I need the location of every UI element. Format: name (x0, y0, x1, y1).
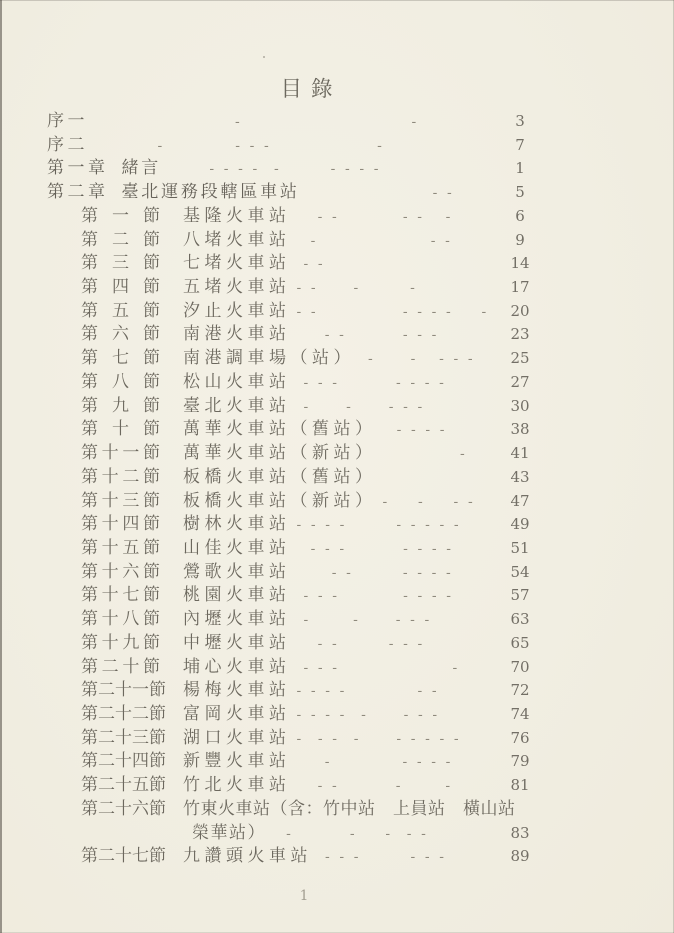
toc-row (0, 628, 546, 652)
toc-page-number: 51 (510, 538, 530, 557)
toc-entry-number: 第 二 十 一 節 (81, 680, 166, 701)
toc-page-number: 47 (510, 491, 530, 510)
toc-entry-title: 竹東火車站（含：竹中站 上員站 橫山站 (183, 798, 516, 819)
toc-leader-dashes: - - (305, 185, 455, 202)
toc-leader-dashes: - - - - - - - - (296, 706, 440, 723)
toc-entry-title: 汐止火車站 (183, 300, 291, 321)
toc-row (0, 533, 546, 557)
toc-leader-dashes: - - - (296, 232, 453, 249)
toc-row (0, 794, 546, 818)
toc-leader-dashes: - - - - - (296, 208, 454, 225)
toc-leader-dashes: - - - - - (361, 351, 476, 368)
toc-entry-number: 第 六 節 (81, 324, 160, 345)
toc-page-number: 23 (510, 325, 530, 344)
page-title: 目錄 (280, 77, 342, 102)
toc-row (0, 746, 546, 770)
toc-page-number: 54 (510, 562, 530, 581)
toc-page-number: 57 (510, 586, 530, 605)
toc-leader-dashes: - - - - (382, 493, 476, 510)
toc-entry-number: 第 二 十 六 節 (81, 798, 166, 819)
toc-entry-title: 緒言 (121, 158, 162, 179)
toc-entry-number: 第 二 節 (81, 229, 160, 250)
toc-entry-title: 九讚頭火車站 (183, 846, 312, 867)
toc-page-number: 1 (515, 159, 525, 178)
toc-entry-title: 萬華火車站（舊站） (183, 419, 377, 440)
toc-entry-number: 序二 (47, 134, 88, 155)
toc-row (0, 391, 546, 415)
toc-entry-title: 臺北運務段轄區車站 (121, 182, 300, 203)
toc-page-number: 20 (510, 301, 530, 320)
toc-entry-number: 第 二 十 三 節 (81, 727, 166, 748)
toc-page-number: 43 (510, 467, 530, 486)
toc-row (0, 272, 546, 296)
toc-row (0, 557, 546, 581)
toc-page-number: 17 (510, 278, 530, 297)
toc-page-number: 25 (510, 349, 530, 368)
toc-page-number: 5 (515, 183, 525, 202)
toc-page-number: 41 (510, 444, 530, 463)
toc-entry-number: 第 十 五 節 (81, 537, 160, 558)
toc-entry-title: 南港火車站 (183, 324, 291, 345)
toc-leader-dashes: - - - - - (272, 825, 429, 842)
toc-entry-title: 富岡火車站 (183, 703, 291, 724)
toc-entry-title: 臺北火車站 (183, 395, 291, 416)
toc-entry-title: 八堵火車站 (183, 229, 291, 250)
toc-row (0, 201, 546, 225)
toc-row (0, 841, 546, 865)
toc-leader-dashes: - - - - - - (318, 849, 447, 866)
toc-page-number: 74 (510, 704, 530, 723)
toc-page-number: 65 (510, 633, 530, 652)
toc-row (0, 153, 546, 177)
toc-entry-title: 南港調車場（站） (183, 348, 355, 369)
toc-entry-title: 埔心火車站 (183, 656, 291, 677)
toc-leader-dashes: - - (94, 114, 419, 130)
toc-page-number: 72 (510, 681, 530, 700)
toc-entry-number: 第 十 六 節 (81, 561, 160, 582)
toc-row (0, 509, 546, 533)
toc-row (0, 319, 546, 343)
toc-page-number: 27 (510, 372, 530, 391)
toc-leader-dashes: - - - - - - - (296, 540, 454, 557)
toc-entry-number: 第 七 節 (81, 348, 160, 369)
toc-entry-number: 第 九 節 (81, 395, 160, 416)
toc-row (0, 248, 546, 272)
toc-page-number: 81 (510, 776, 530, 795)
toc-entry-title: 板橋火車站（新站） (183, 490, 377, 511)
toc-leader-dashes: - - - - - - - (296, 374, 447, 391)
toc-row (0, 177, 546, 201)
toc-leader-dashes: - - - - - - - (296, 588, 454, 605)
toc-entry-title: 內壢火車站 (183, 609, 291, 630)
toc-entry-number: 第 十 八 節 (81, 609, 160, 630)
toc-leader-dashes: - - - - - (296, 327, 439, 344)
toc-page-number: 49 (510, 515, 530, 534)
toc-page-number: 79 (510, 752, 530, 771)
toc-entry-title: 楊梅火車站 (183, 680, 291, 701)
toc-entry-number: 第 十 七 節 (81, 585, 160, 606)
toc-leader-dashes: - - (296, 256, 326, 273)
toc-entry-number: 序一 (47, 111, 88, 131)
toc-row (0, 414, 546, 438)
toc-entry-title: 竹北火車站 (183, 775, 291, 796)
toc-entry-number: 第 十 一 節 (81, 443, 160, 464)
toc-entry-number: 第 八 節 (81, 371, 160, 392)
toc-leader-dashes: - - - - (382, 422, 448, 439)
table-of-contents (0, 106, 546, 865)
toc-row (0, 675, 546, 699)
toc-entry-number: 第 二 十 二 節 (81, 703, 166, 724)
toc-leader-dashes: - - - - - - - (296, 303, 489, 320)
toc-entry-number: 第 十 二 節 (81, 466, 160, 487)
toc-row (0, 818, 546, 842)
toc-leader-dashes: - - - - - - - - - (167, 161, 382, 178)
toc-entry-title: 山佳火車站 (183, 537, 291, 558)
toc-leader-dashes: - - - - (296, 778, 453, 795)
page-folio-number: 1 (299, 888, 309, 904)
toc-entry-number: 第 三 節 (81, 253, 160, 274)
toc-page-number: 70 (510, 657, 530, 676)
toc-entry-number: 第一章 (47, 158, 109, 179)
toc-entry-number: 第 二 十 七 節 (81, 846, 166, 867)
toc-entry-number: 第 二 十 四 節 (81, 751, 166, 772)
toc-entry-title: 榮華站） (192, 822, 266, 843)
toc-leader-dashes: - - - - - (94, 137, 385, 154)
toc-row (0, 438, 546, 462)
toc-row (0, 130, 546, 154)
toc-page-number: 30 (510, 396, 530, 415)
toc-entry-number: 第 十 四 節 (81, 514, 160, 535)
toc-row (0, 462, 546, 486)
toc-leader-dashes: - - - - - - (296, 683, 440, 700)
toc-page-number: 14 (510, 254, 530, 273)
toc-entry-title: 樹林火車站 (183, 514, 291, 535)
toc-page-number: 83 (510, 823, 530, 842)
toc-page-number: 63 (510, 610, 530, 629)
toc-row (0, 604, 546, 628)
toc-leader-dashes: - - - - - (296, 754, 454, 771)
toc-entry-title: 板橋火車站（舊站） (183, 466, 377, 487)
toc-page-number: 9 (515, 230, 525, 249)
toc-row (0, 652, 546, 676)
toc-page-number: 76 (510, 728, 530, 747)
toc-entry-title: 基隆火車站 (183, 205, 291, 226)
scan-speck (263, 56, 265, 58)
toc-page-number: 7 (515, 135, 525, 154)
toc-entry-title: 新豐火車站 (183, 751, 291, 772)
toc-leader-dashes: - - - - - - - - - (296, 730, 462, 747)
toc-page-number: 38 (510, 420, 530, 439)
toc-page-number: 3 (515, 112, 525, 130)
toc-entry-title: 中壢火車站 (183, 632, 291, 653)
toc-row (0, 580, 546, 604)
toc-leader-dashes: - - - - (296, 659, 460, 676)
toc-page-number: 89 (510, 847, 530, 866)
toc-leader-dashes: - - - - - - (296, 564, 454, 581)
toc-entry-number: 第 一 節 (81, 205, 160, 226)
toc-row (0, 770, 546, 794)
toc-row (0, 367, 546, 391)
toc-row (0, 699, 546, 723)
toc-leader-dashes: - - - - - (296, 398, 425, 415)
toc-entry-number: 第 十 九 節 (81, 632, 160, 653)
toc-entry-number: 第二章 (47, 182, 109, 203)
toc-entry-number: 第 二 十 節 (81, 656, 160, 677)
toc-row (0, 343, 546, 367)
toc-entry-number: 第 五 節 (81, 300, 160, 321)
toc-entry-title: 湖口火車站 (183, 727, 291, 748)
toc-leader-dashes: - - - - - (296, 635, 425, 652)
toc-page-number: 6 (515, 206, 525, 225)
toc-entry-title: 五堵火車站 (183, 277, 291, 298)
toc-entry-title: 七堵火車站 (183, 253, 291, 274)
toc-entry-title: 桃園火車站 (183, 585, 291, 606)
toc-row (0, 225, 546, 249)
toc-entry-title: 鶯歌火車站 (183, 561, 291, 582)
toc-row (0, 723, 546, 747)
toc-entry-number: 第 二 十 五 節 (81, 775, 166, 796)
toc-row (0, 486, 546, 510)
toc-leader-dashes: - - - - - - - - - (296, 517, 462, 534)
toc-entry-number: 第 十 節 (81, 419, 160, 440)
toc-entry-title: 松山火車站 (183, 371, 291, 392)
scan-edge-top (0, 0, 674, 1)
toc-entry-number: 第 十 三 節 (81, 490, 160, 511)
toc-entry-number: 第 四 節 (81, 277, 160, 298)
toc-leader-dashes: - (382, 446, 468, 463)
toc-row (0, 106, 546, 130)
toc-entry-title: 萬華火車站（新站） (183, 443, 377, 464)
toc-row (0, 296, 546, 320)
toc-leader-dashes: - - - - (296, 280, 418, 297)
toc-leader-dashes: - - - - - (296, 612, 432, 629)
